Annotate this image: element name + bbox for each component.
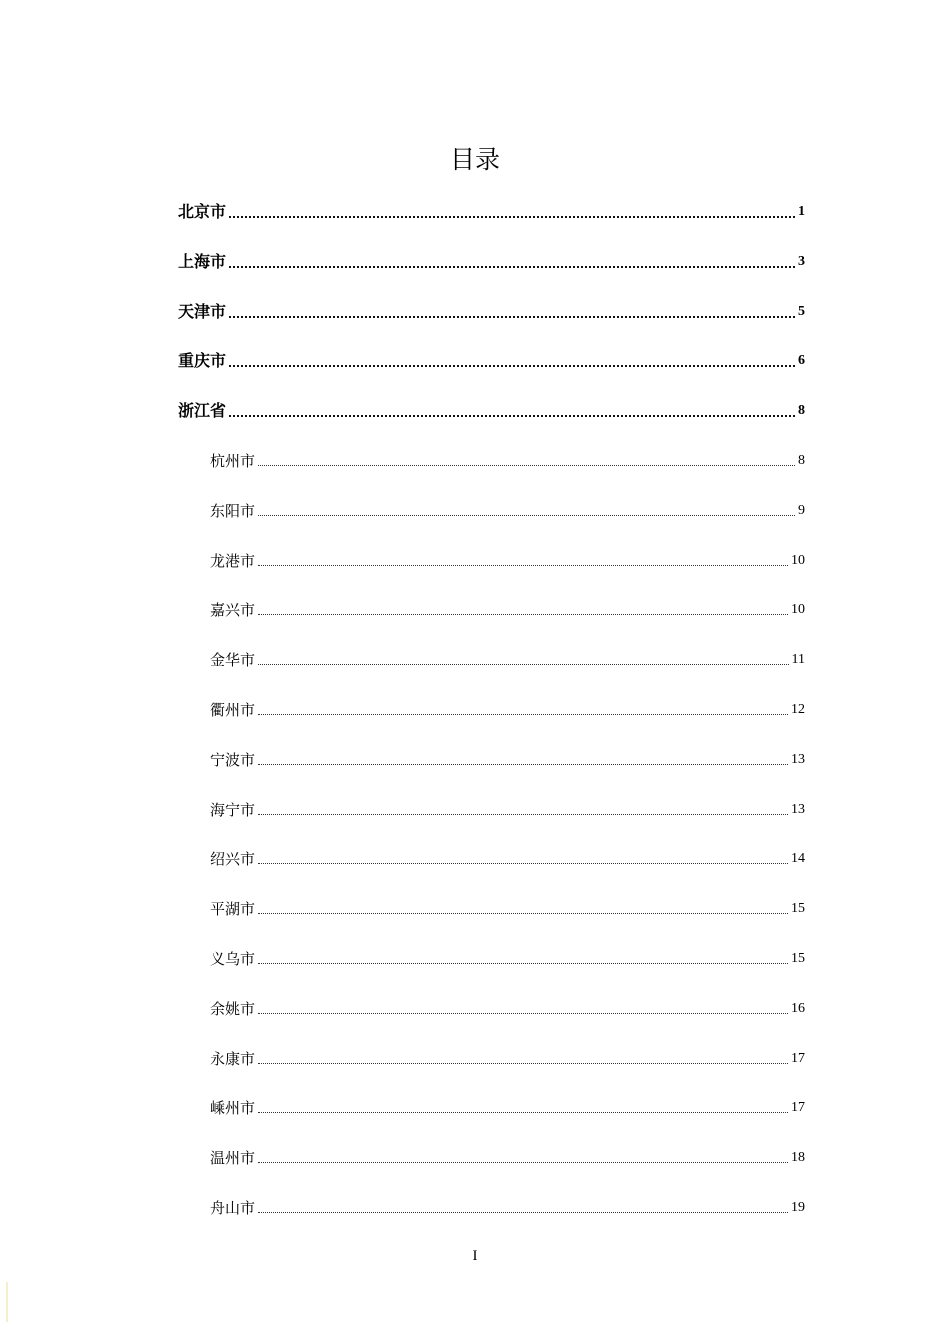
toc-entry[interactable] <box>0 995 950 1019</box>
toc-entry-label: 永康市 <box>210 1050 256 1068</box>
dot-leader <box>258 664 789 665</box>
toc-entry-page: 15 <box>791 951 805 966</box>
toc-entry[interactable] <box>0 1045 950 1069</box>
toc-entry-label: 浙江省 <box>178 401 227 420</box>
toc-entry-page: 19 <box>791 1200 805 1215</box>
toc-entry-label: 嘉兴市 <box>210 601 256 619</box>
toc-entry-page: 18 <box>791 1150 805 1165</box>
toc-entry[interactable] <box>0 1144 950 1168</box>
dot-leader <box>229 415 795 417</box>
dot-leader <box>229 316 795 318</box>
toc-entry[interactable] <box>0 596 950 620</box>
toc-entry[interactable] <box>0 298 950 322</box>
toc-entry-page: 6 <box>798 353 805 368</box>
toc-entry[interactable] <box>0 696 950 720</box>
toc-entry-label: 宁波市 <box>210 751 256 769</box>
toc-entry-label: 余姚市 <box>210 1000 256 1018</box>
toc-entry-page: 3 <box>798 254 805 269</box>
toc-entry[interactable] <box>0 547 950 571</box>
dot-leader <box>258 1212 788 1213</box>
toc-entry[interactable] <box>0 347 950 371</box>
toc-entry-page: 14 <box>791 851 805 866</box>
page-title: 目录 <box>449 145 500 174</box>
dot-leader <box>258 1112 788 1113</box>
edge-mark <box>6 1282 8 1322</box>
toc-entry[interactable] <box>0 198 950 222</box>
toc-entry[interactable] <box>0 497 950 521</box>
toc-entry-label: 天津市 <box>178 302 227 321</box>
toc-entry[interactable] <box>0 646 950 670</box>
toc-entry-page: 10 <box>791 553 805 568</box>
toc-entry[interactable] <box>0 895 950 919</box>
toc-entry-page: 15 <box>791 901 805 916</box>
dot-leader <box>258 465 795 466</box>
toc-entry[interactable] <box>0 248 950 272</box>
toc-entry-page: 10 <box>791 602 805 617</box>
dot-leader <box>258 913 788 914</box>
toc-entry-page: 17 <box>791 1051 805 1066</box>
toc-entry-page: 13 <box>791 752 805 767</box>
toc-entry-page: 8 <box>798 403 805 418</box>
toc-entry-page: 17 <box>791 1100 805 1115</box>
dot-leader <box>258 764 788 765</box>
toc-entry-label: 龙港市 <box>210 552 256 570</box>
dot-leader <box>258 565 788 566</box>
dot-leader <box>258 863 788 864</box>
toc-entry-label: 衢州市 <box>210 701 256 719</box>
dot-leader <box>258 814 788 815</box>
toc-entry-page: 1 <box>798 204 805 219</box>
toc-entry-label: 平湖市 <box>210 900 256 918</box>
toc-entry-page: 11 <box>791 652 805 667</box>
toc-entry-page: 8 <box>798 453 805 468</box>
dot-leader <box>258 714 788 715</box>
toc-entry[interactable] <box>0 796 950 820</box>
toc-entry[interactable] <box>0 1194 950 1218</box>
dot-leader <box>258 614 788 615</box>
toc-entry-page: 9 <box>798 503 805 518</box>
dot-leader <box>258 1013 788 1014</box>
toc-entry[interactable] <box>0 945 950 969</box>
toc-entry-page: 13 <box>791 802 805 817</box>
dot-leader <box>258 1162 788 1163</box>
dot-leader <box>229 216 795 218</box>
toc-entry[interactable] <box>0 746 950 770</box>
dot-leader <box>229 266 795 268</box>
toc-entry-label: 上海市 <box>178 252 227 271</box>
toc-entry-page: 16 <box>791 1001 805 1016</box>
dot-leader <box>229 365 795 367</box>
dot-leader <box>258 1063 788 1064</box>
toc-entry-label: 舟山市 <box>210 1199 256 1217</box>
toc-entry-label: 海宁市 <box>210 801 256 819</box>
toc-entry[interactable] <box>0 447 950 471</box>
dot-leader <box>258 515 795 516</box>
toc-entry-label: 东阳市 <box>210 502 256 520</box>
toc-entry[interactable] <box>0 397 950 421</box>
toc-entry-label: 北京市 <box>178 202 227 221</box>
toc-entry[interactable] <box>0 845 950 869</box>
toc-entry-label: 温州市 <box>210 1149 256 1167</box>
toc-entry-label: 绍兴市 <box>210 850 256 868</box>
toc-entry[interactable] <box>0 1094 950 1118</box>
footer-page-number: I <box>472 1248 478 1264</box>
toc-entry-page: 5 <box>798 304 805 319</box>
toc-entry-label: 嵊州市 <box>210 1099 256 1117</box>
dot-leader <box>258 963 788 964</box>
toc-entry-page: 12 <box>791 702 805 717</box>
toc-entry-label: 义乌市 <box>210 950 256 968</box>
toc-entry-label: 杭州市 <box>210 452 256 470</box>
toc-entry-label: 金华市 <box>210 651 256 669</box>
toc-entry-label: 重庆市 <box>178 351 227 370</box>
